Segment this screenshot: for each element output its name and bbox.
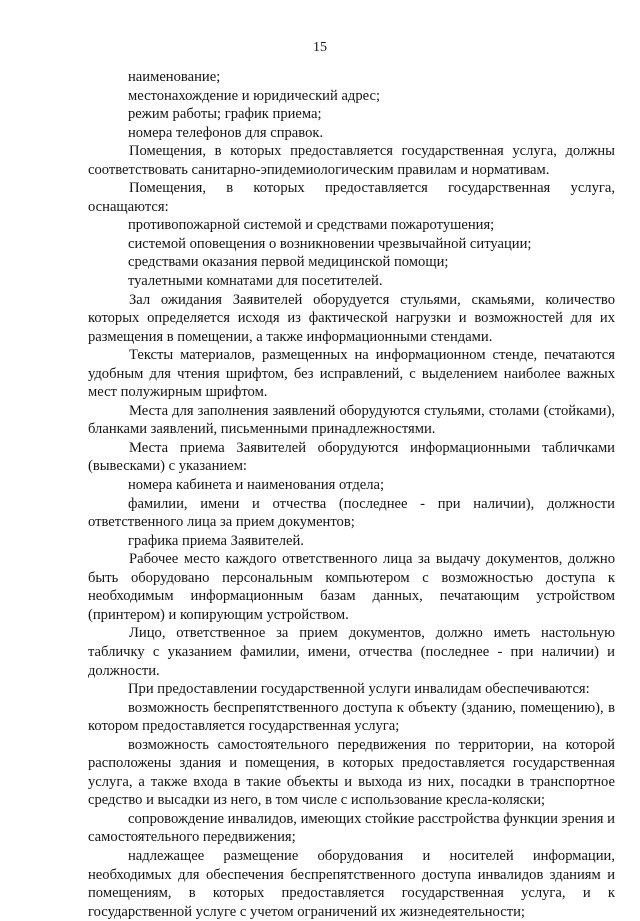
list-item-independent-movement: возможность самостоятельного передвижения по территории, на которой расположены здания и помещения, в которых предоставляется государственная услуга, а также входа в такие объекты и выхода из них, посадки в транспортное средство и высадки из него, в том числе с использование кресла-коляски; xyxy=(88,736,615,809)
list-item-reception-schedule: графика приема Заявителей. xyxy=(128,532,304,549)
paragraph-sanitary-rules: Помещения, в которых предоставляется государственная услуга, должны соответствовать санитарно-эпидемиологическим правилам и нормативам. xyxy=(88,143,615,178)
list-item-escort: сопровождение инвалидов, имеющих стойкие расстройства функции зрения и самостоятельного передвижения; xyxy=(88,810,615,846)
list-item-unobstructed-access: возможность беспрепятственного доступа к объекту (зданию, помещению), в котором предоставляется государственная услуга; xyxy=(88,699,615,735)
list-item-equipment-placement: надлежащее размещение оборудования и носителей информации, необходимых для обеспечения беспрепятственного доступа инвалидов зданиям и помещениям, в которых предоставляется государственная услуга, и к государственной услуге с учетом ограничений их жизнедеятельности; xyxy=(88,847,615,920)
page-number: 15 xyxy=(313,40,327,55)
list-item-alert-system: системой оповещения о возникновении чрезвычайной ситуации; xyxy=(128,235,532,252)
list-item-room-number: номера кабинета и наименования отдела; xyxy=(128,477,385,494)
list-item-responsible-person: фамилии, имени и отчества (последнее - при наличии), должности ответственного лица за прием документов; xyxy=(88,495,615,531)
list-item-phones: номера телефонов для справок. xyxy=(128,124,324,141)
document-body xyxy=(88,68,615,921)
paragraph-reception-places: Места приема Заявителей оборудуются информационными табличками (вывесками) с указанием: xyxy=(88,439,615,475)
paragraph-disabled-access: При предоставлении государственной услуги инвалидам обеспечиваются: xyxy=(128,681,590,698)
list-item-fire-system: противопожарной системой и средствами пожаротушения; xyxy=(128,217,495,234)
paragraph-workplace: Рабочее место каждого ответственного лица за выдачу документов, должно быть оборудовано персональным компьютером с возможностью доступа к необходимым информационным базам данных, печатающим устройством (принтером) и копирующим устройством. xyxy=(88,551,615,623)
list-item-schedule: режим работы; график приема; xyxy=(128,106,322,123)
paragraph-waiting-hall: Зал ожидания Заявителей оборудуется стульями, скамьями, количество которых определяется исходя из фактической нагрузки и возможностей для их размещения в помещении, а также информационными стендами. xyxy=(88,291,615,345)
list-item-toilets: туалетными комнатами для посетителей. xyxy=(128,273,383,290)
list-item-first-aid: средствами оказания первой медицинской помощи; xyxy=(128,254,449,271)
paragraph-stand-texts: Тексты материалов, размещенных на информационном стенде, печатаются удобным для чтения шрифтом, без исправлений, с выделением наиболее важных мест полужирным шрифтом. xyxy=(88,347,615,401)
list-item-name: наименование; xyxy=(128,69,221,85)
paragraph-desk-plate: Лицо, ответственное за прием документов, должно иметь настольную табличку с указанием фамилии, имени, отчества (последнее - при наличии) и должности. xyxy=(88,625,615,679)
paragraph-form-filling-places: Места для заполнения заявлений оборудуются стульями, столами (стойками), бланками заявлений, письменными принадлежностями. xyxy=(88,402,615,438)
list-item-address: местонахождение и юридический адрес; xyxy=(128,87,381,104)
paragraph-premises-equipped: Помещения, в которых предоставляется государственная услуга, оснащаются: xyxy=(88,180,615,215)
